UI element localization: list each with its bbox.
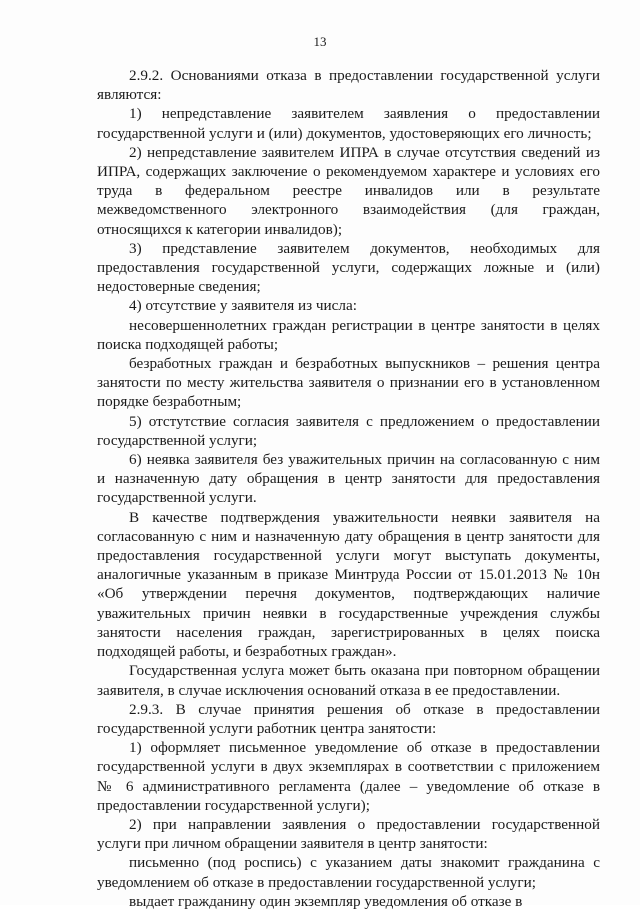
paragraph: 2) непредставление заявителем ИПРА в случае отсутствия сведений из ИПРА, содержащих заключение о рекомендуемом характере и условиях его труда в федеральном реестре инвалидов или в результате межведомственного электронного взаимодействия (для граждан, относящихся к категории инвалидов); <box>97 143 600 238</box>
paragraph: 2.9.2. Основаниями отказа в предоставлении государственной услуги являются: <box>97 67 600 104</box>
document-body <box>97 66 600 911</box>
paragraph: выдает гражданину один экземпляр уведомления об отказе в <box>129 892 523 910</box>
paragraph: 4) отсутствие у заявителя из числа: <box>129 297 357 315</box>
paragraph: 1) оформляет письменное уведомление об отказе в предоставлении государственной услуги в двух экземплярах в соответствии с приложением № 6 административного регламента (далее – уведомление об отказе в предоставлении государственной услуги); <box>97 739 600 814</box>
page-number: 13 <box>313 34 327 49</box>
paragraph: 2) при направлении заявления о предоставлении государственной услуги при личном обращении заявителя в центр занятости: <box>97 815 600 853</box>
paragraph: 3) представление заявителем документов, необходимых для предоставления государственной услуги, содержащих ложные и (или) недостоверные сведения; <box>97 239 600 296</box>
paragraph: несовершеннолетних граждан регистрации в центре занятости в целях поиска подходящей работы; <box>97 316 600 353</box>
paragraph: 5) отстутствие согласия заявителя с предложением о предоставлении государственной услуги; <box>97 412 600 449</box>
paragraph: безработных граждан и безработных выпускников – решения центра занятости по месту жительства заявителя о признании его в установленном порядке безработным; <box>97 355 600 411</box>
paragraph: 2.9.3. В случае принятия решения об отказе в предоставлении государственной услуги работник центра занятости: <box>97 700 600 737</box>
paragraph: В качестве подтверждения уважительности неявки заявителя на согласованную с ним и назначенную дату обращения в центр занятости для предоставления государственной услуги могут выступать документы, аналогичные указанным в приказе Минтруда России от 15.01.2013 № 10н «Об утверждении перечня документов, подтверждающих наличие уважительных причин неявки в государственные учреждения службы занятости населения граждан, зарегистрированных в целях поиска подходящей работы, и безработных граждан». <box>97 508 600 661</box>
paragraph: Государственная услуга может быть оказана при повторном обращении заявителя, в случае исключения оснований отказа в ее предоставлении. <box>97 662 600 699</box>
paragraph: письменно (под роспись) с указанием даты знакомит гражданина с уведомлением об отказе в предоставлении государственной услуги; <box>97 854 600 891</box>
paragraph: 6) неявка заявителя без уважительных причин на согласованную с ним и назначенную дату обращения в центр занятости для предоставления государственной услуги. <box>97 451 600 507</box>
paragraph: 1) непредставление заявителем заявления о предоставлении государственной услуги и (или) документов, удостоверяющих его личность; <box>97 105 600 142</box>
